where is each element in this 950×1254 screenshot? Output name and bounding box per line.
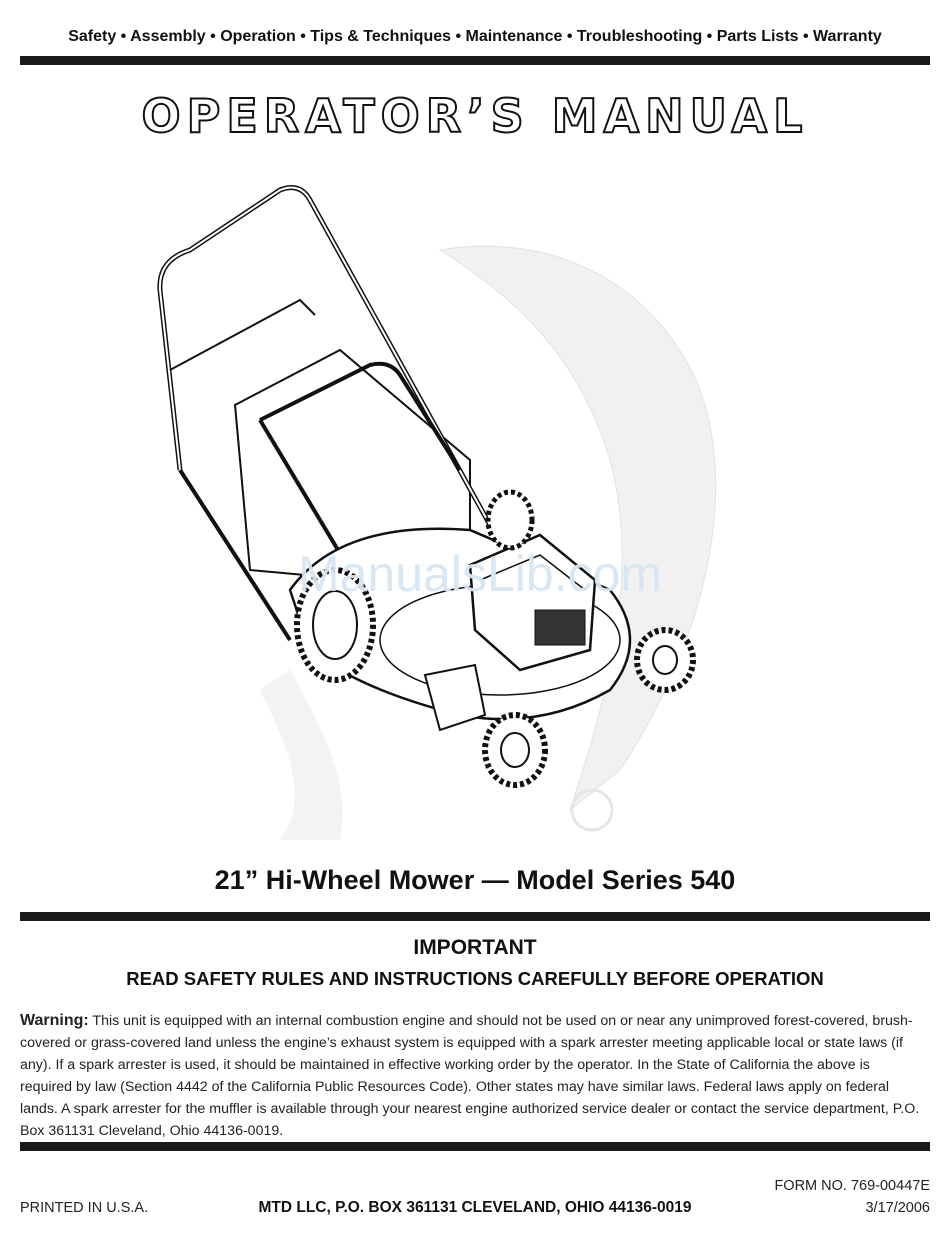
company-address: MTD LLC, P.O. BOX 361131 CLEVELAND, OHIO 44136-0019: [258, 1199, 692, 1216]
watermark-text: ManualsLib.com: [297, 546, 663, 602]
top-divider-bar: [20, 56, 930, 65]
read-rules-heading: READ SAFETY RULES AND INSTRUCTIONS CAREFULLY BEFORE OPERATION: [126, 968, 824, 989]
warning-paragraph: [20, 1010, 925, 1142]
form-number: FORM NO. 769-00447E: [774, 1178, 930, 1194]
section-nav-strip: Safety • Assembly • Operation • Tips & Techniques • Maintenance • Troubleshooting • Parts Lists • Warranty: [68, 28, 882, 45]
printed-in: PRINTED IN U.S.A.: [20, 1200, 149, 1216]
manual-title: OPERATOR’S MANUAL: [141, 89, 809, 143]
warning-text: This unit is equipped with an internal combustion engine and should not be used on or near any unimproved forest-covered, brush-covered or grass-covered land unless the engine’s exhaust system is equipped with a spark arrester meeting applicable local or state laws (if any). If a spark arrester is used, it should be maintained in effective working order by the operator. In the State of California the above is required by law (Section 4442 of the California Public Resources Code). Other states may have similar laws. Federal laws apply on federal lands. A spark arrester for the muffler is available through your nearest engine authorized service dealer or contact the service department, P.O. Box 361131 Cleveland, Ohio 44136-0019.: [20, 1013, 920, 1139]
model-subtitle: 21” Hi-Wheel Mower — Model Series 540: [214, 865, 736, 895]
lawn-mower-illustration: [140, 170, 820, 850]
warning-label: Warning:: [20, 1012, 89, 1029]
print-date: 3/17/2006: [865, 1200, 930, 1216]
bottom-divider-bar: [20, 1142, 930, 1151]
middle-divider-bar: [20, 912, 930, 921]
important-heading: IMPORTANT: [413, 936, 537, 959]
